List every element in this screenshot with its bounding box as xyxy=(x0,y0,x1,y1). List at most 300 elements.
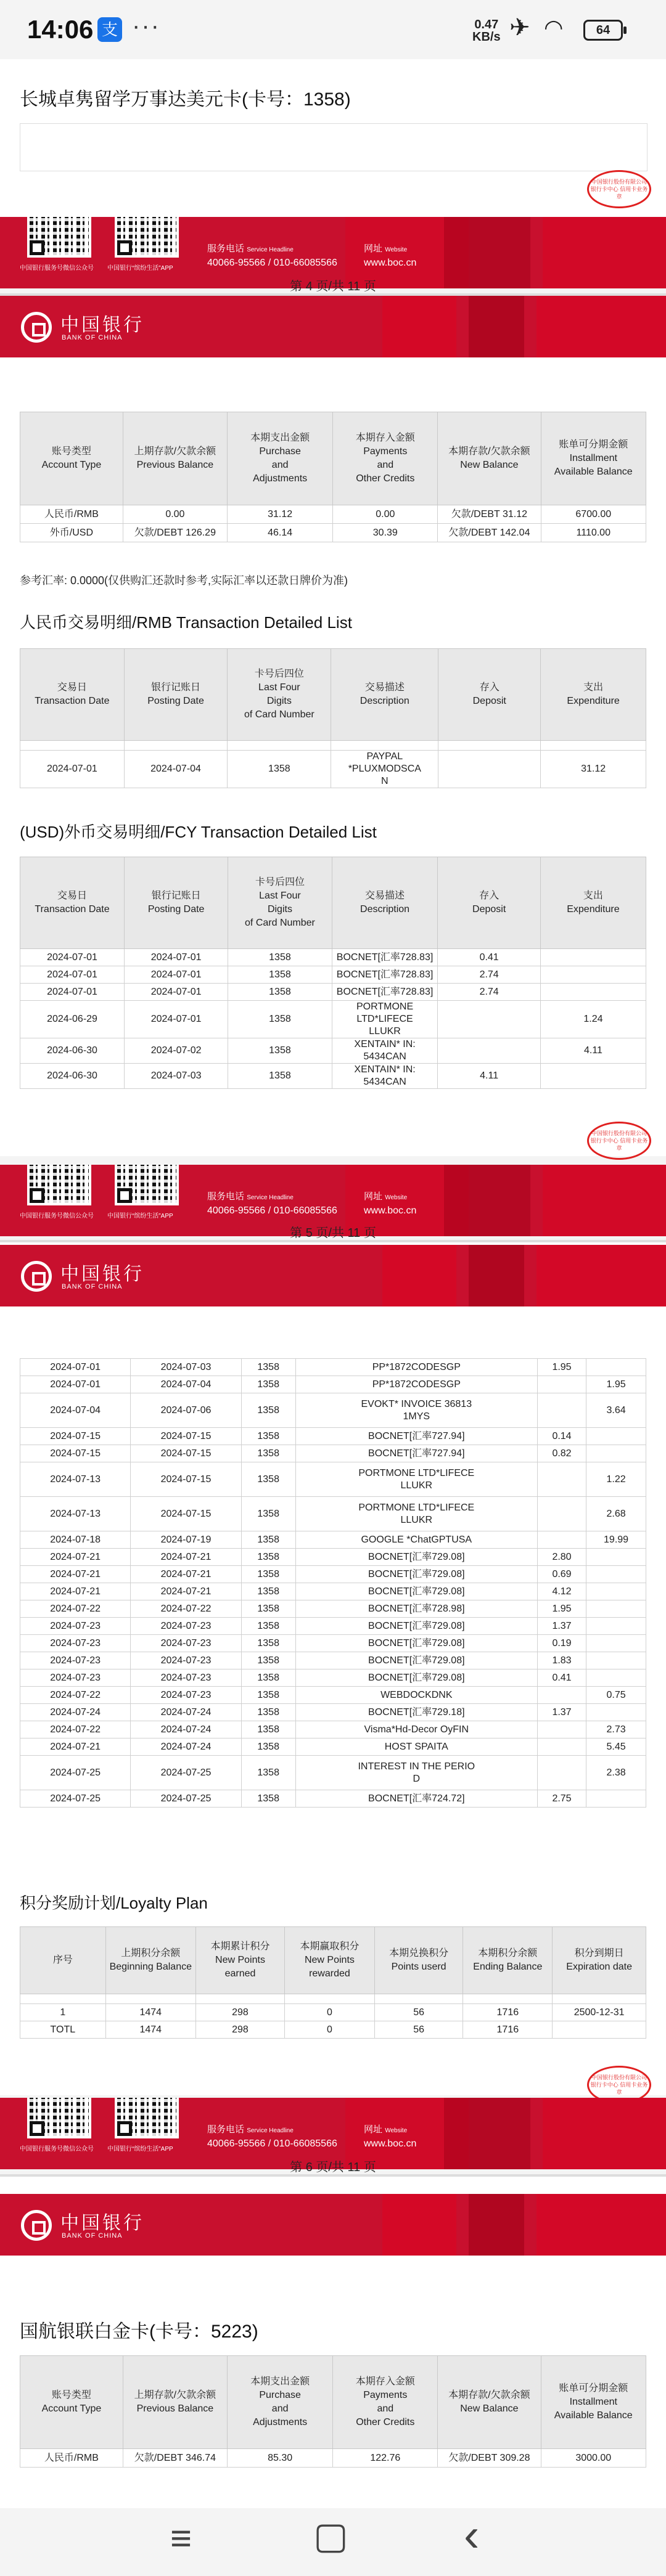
table-cell: 2024-07-21 xyxy=(20,1566,131,1583)
table-cell: 2024-06-30 xyxy=(20,1064,125,1089)
table-row xyxy=(20,1790,646,1808)
table-row xyxy=(20,2021,646,2039)
column-header: 存入 Deposit xyxy=(438,857,540,949)
table-cell: XENTAIN* IN: 5434CAN xyxy=(332,1064,438,1089)
table-cell xyxy=(586,1445,646,1462)
table-cell: 1.95 xyxy=(586,1376,646,1393)
table-cell: 1358 xyxy=(241,1445,295,1462)
table-cell: 1358 xyxy=(241,1428,295,1445)
table-cell: 0.41 xyxy=(537,1669,586,1687)
table-cell: 122.76 xyxy=(333,2449,438,2468)
table-cell: 2024-07-15 xyxy=(131,1445,241,1462)
table-cell xyxy=(537,1687,586,1704)
table-cell: 2.75 xyxy=(537,1790,586,1808)
table-cell: WEBDOCKDNK xyxy=(295,1687,537,1704)
table-cell: 30.39 xyxy=(333,524,438,542)
table-cell: 2024-07-23 xyxy=(20,1635,131,1652)
empty-panel xyxy=(20,123,648,171)
column-header: 交易描述 Description xyxy=(331,649,438,741)
table-cell: 2024-07-22 xyxy=(20,1721,131,1738)
table-cell: 2024-07-22 xyxy=(131,1600,241,1618)
service-label: 服务电话 Service Headline xyxy=(207,243,294,254)
table-row xyxy=(20,984,646,1001)
table-cell: 2024-07-24 xyxy=(131,1721,241,1738)
table-header-row xyxy=(20,2356,646,2449)
website-link[interactable]: www.boc.cn xyxy=(364,1205,417,1216)
rmb-transactions-table xyxy=(20,648,646,788)
column-header: 账单可分期金额 Installment Available Balance xyxy=(541,2356,646,2449)
table-cell: 2024-07-21 xyxy=(20,1738,131,1756)
table-cell: 1.83 xyxy=(537,1652,586,1669)
table-cell: 1110.00 xyxy=(541,524,646,542)
column-header: 卡号后四位 Last Four Digits of Card Number xyxy=(228,857,332,949)
battery-icon: 64 xyxy=(583,20,623,41)
table-cell: 1358 xyxy=(241,1583,295,1600)
table-cell xyxy=(540,966,646,984)
page-7 xyxy=(0,2177,666,2508)
table-row xyxy=(20,1600,646,1618)
table-cell: 2024-07-04 xyxy=(20,1393,131,1428)
bank-header xyxy=(0,1245,666,1306)
column-header: 本期存款/欠款余额 New Balance xyxy=(438,2356,541,2449)
table-cell: 0.14 xyxy=(537,1428,586,1445)
qr-caption: 中国银行“缤纷生活”APP xyxy=(107,265,173,272)
boc-logo-icon xyxy=(21,2210,52,2241)
column-header: 上期存款/欠款余额 Previous Balance xyxy=(123,2356,227,2449)
account-summary-table xyxy=(20,2355,646,2468)
table-cell xyxy=(537,1756,586,1790)
table-cell: 85.30 xyxy=(227,2449,332,2468)
table-cell: 31.12 xyxy=(541,751,646,788)
table-row xyxy=(20,1445,646,1462)
table-cell xyxy=(586,1652,646,1669)
table-cell: 298 xyxy=(195,2004,284,2021)
service-phone[interactable]: 40066-95566 / 010-66085566 xyxy=(207,2138,337,2149)
column-header: 账号类型 Account Type xyxy=(20,412,123,505)
table-cell: 0 xyxy=(285,2021,375,2039)
table-cell xyxy=(586,1618,646,1635)
table-cell: 2024-07-03 xyxy=(125,1064,228,1089)
qr-code xyxy=(115,1165,179,1205)
table-cell: 2024-07-15 xyxy=(131,1428,241,1445)
table-cell: 298 xyxy=(195,2021,284,2039)
table-row xyxy=(20,1721,646,1738)
table-cell: 人民币/RMB xyxy=(20,2449,123,2468)
table-cell: 1358 xyxy=(241,1462,295,1497)
table-cell: XENTAIN* IN: 5434CAN xyxy=(332,1038,438,1064)
column-header: 本期支出金额 Purchase and Adjustments xyxy=(227,2356,332,2449)
table-cell: BOCNET[汇率724.72] xyxy=(295,1790,537,1808)
table-cell: 2024-07-15 xyxy=(131,1497,241,1531)
column-header: 本期存入金额 Payments and Other Credits xyxy=(333,412,438,505)
table-cell xyxy=(537,1721,586,1738)
table-cell: 人民币/RMB xyxy=(20,505,123,524)
table-cell: 0.69 xyxy=(537,1566,586,1583)
column-header: 交易日 Transaction Date xyxy=(20,857,125,949)
table-row xyxy=(20,1038,646,1064)
column-header: 支出 Expenditure xyxy=(540,857,646,949)
table-row xyxy=(20,1635,646,1652)
table-cell: 1358 xyxy=(241,1669,295,1687)
table-cell: 2024-07-18 xyxy=(20,1531,131,1549)
table-cell: 1358 xyxy=(241,1376,295,1393)
table-cell: BOCNET[汇率729.08] xyxy=(295,1618,537,1635)
table-cell xyxy=(537,1497,586,1531)
table-cell xyxy=(540,1064,646,1089)
table-cell: 欠款/DEBT 142.04 xyxy=(438,524,541,542)
qr-code xyxy=(27,1165,91,1205)
table-cell: PP*1872CODESGP xyxy=(295,1359,537,1376)
table-cell: 2024-07-25 xyxy=(20,1790,131,1808)
bank-header xyxy=(0,296,666,357)
table-row xyxy=(20,2449,646,2468)
table-cell: 1358 xyxy=(241,1756,295,1790)
table-cell: 1358 xyxy=(241,1790,295,1808)
table-row xyxy=(20,1687,646,1704)
table-cell: 2024-07-21 xyxy=(20,1583,131,1600)
bank-name-cn: 中国银行 xyxy=(60,314,144,336)
website-label: 网址 Website xyxy=(364,243,408,254)
table-row xyxy=(20,1393,646,1428)
table-cell: 1358 xyxy=(241,1704,295,1721)
page-6 xyxy=(0,1242,666,2095)
table-header-row xyxy=(20,857,646,949)
column-header: 本期存入金额 Payments and Other Credits xyxy=(333,2356,438,2449)
table-cell: 2024-07-23 xyxy=(20,1618,131,1635)
table-cell: 2024-07-21 xyxy=(131,1549,241,1566)
website-label: 网址 Website xyxy=(364,2124,408,2135)
bank-name-cn: 中国银行 xyxy=(60,2212,144,2234)
page-number: 第 4 页/共 11 页 xyxy=(290,280,376,293)
website-link[interactable]: www.boc.cn xyxy=(364,2138,417,2149)
table-cell: BOCNET[汇率728.83] xyxy=(332,949,438,966)
back-icon[interactable]: ‹ xyxy=(464,2509,480,2561)
table-cell: 2024-07-22 xyxy=(20,1600,131,1618)
table-cell: 1358 xyxy=(241,1566,295,1583)
table-cell: 2024-07-25 xyxy=(131,1790,241,1808)
table-cell: 2024-07-01 xyxy=(125,1001,228,1038)
table-cell: 欠款/DEBT 31.12 xyxy=(438,505,541,524)
table-row xyxy=(20,966,646,984)
column-header: 本期积分余额 Ending Balance xyxy=(463,1927,553,1994)
table-cell: 0.00 xyxy=(333,505,438,524)
qr-caption: 中国银行“缤纷生活”APP xyxy=(107,1213,173,1220)
table-cell: 2024-07-25 xyxy=(131,1756,241,1790)
table-cell xyxy=(540,984,646,1001)
card-section-title: 国航银联白金卡(卡号：5223) xyxy=(20,2321,258,2342)
column-header: 交易描述 Description xyxy=(332,857,438,949)
status-time: 14:06 xyxy=(27,15,94,44)
table-cell xyxy=(537,1376,586,1393)
bank-stamp: 中国银行股份有限公司 银行卡中心 信用卡业务章 xyxy=(587,1122,651,1160)
table-row xyxy=(20,1704,646,1721)
table-cell: 1 xyxy=(20,2004,106,2021)
menu-icon[interactable]: ≡ xyxy=(170,2517,192,2559)
table-cell: 2024-07-24 xyxy=(131,1738,241,1756)
table-cell: 2024-07-21 xyxy=(20,1549,131,1566)
qr-caption: 中国银行服务号微信公众号 xyxy=(20,265,94,272)
column-header: 银行记账日 Posting Date xyxy=(125,857,228,949)
table-cell: 2024-07-23 xyxy=(131,1652,241,1669)
table-cell: 2024-07-01 xyxy=(20,966,125,984)
table-cell: 6700.00 xyxy=(541,505,646,524)
table-row xyxy=(20,1618,646,1635)
table-cell: 2024-07-01 xyxy=(20,984,125,1001)
boc-logo-icon xyxy=(21,1261,52,1292)
table-cell: 1.95 xyxy=(537,1359,586,1376)
column-header: 本期兑换积分 Points userd xyxy=(374,1927,463,1994)
table-cell xyxy=(540,949,646,966)
table-header-row xyxy=(20,649,646,741)
table-cell xyxy=(438,751,541,788)
table-cell: 2024-07-02 xyxy=(125,1038,228,1064)
table-cell: INTEREST IN THE PERIO D xyxy=(295,1756,537,1790)
table-cell xyxy=(553,2021,646,2039)
table-cell: 1.24 xyxy=(540,1001,646,1038)
table-cell xyxy=(537,1738,586,1756)
table-cell: 1358 xyxy=(228,1001,332,1038)
fcy-transactions-title: (USD)外币交易明细/FCY Transaction Detailed List xyxy=(20,823,377,841)
bank-stamp: 中国银行股份有限公司 银行卡中心 信用卡业务章 xyxy=(587,170,651,208)
website-link[interactable]: www.boc.cn xyxy=(364,258,417,268)
table-cell: 2024-07-15 xyxy=(20,1445,131,1462)
table-cell: 3000.00 xyxy=(541,2449,646,2468)
bank-name-en: BANK OF CHINA xyxy=(62,2232,123,2240)
table-cell: 2024-07-01 xyxy=(20,1359,131,1376)
table-cell: 2024-07-01 xyxy=(125,984,228,1001)
table-cell xyxy=(586,1583,646,1600)
table-cell: 1358 xyxy=(228,984,332,1001)
table-cell: 5.45 xyxy=(586,1738,646,1756)
table-cell xyxy=(537,1462,586,1497)
qr-caption: 中国银行服务号微信公众号 xyxy=(20,1213,94,1220)
column-header: 本期存款/欠款余额 New Balance xyxy=(438,412,541,505)
bank-stamp: 中国银行股份有限公司 银行卡中心 信用卡业务章 xyxy=(587,2066,651,2104)
column-header: 银行记账日 Posting Date xyxy=(124,649,228,741)
table-row xyxy=(20,1428,646,1445)
table-cell: 2024-07-23 xyxy=(20,1669,131,1687)
column-header: 交易日 Transaction Date xyxy=(20,649,125,741)
table-cell: 2024-07-21 xyxy=(131,1566,241,1583)
table-cell xyxy=(438,1001,540,1038)
service-phone[interactable]: 40066-95566 / 010-66085566 xyxy=(207,1205,337,1216)
table-cell: BOCNET[汇率727.94] xyxy=(295,1428,537,1445)
card-section-title: 长城卓隽留学万事达美元卡(卡号：1358) xyxy=(20,89,351,110)
table-cell: 欠款/DEBT 346.74 xyxy=(123,2449,227,2468)
table-cell: 1358 xyxy=(241,1721,295,1738)
service-phone[interactable]: 40066-95566 / 010-66085566 xyxy=(207,258,337,268)
table-row xyxy=(20,505,646,524)
table-cell: 2024-07-04 xyxy=(131,1376,241,1393)
table-cell: PORTMONE LTD*LIFECE LLUKR xyxy=(295,1462,537,1497)
column-header: 卡号后四位 Last Four Digits of Card Number xyxy=(228,649,331,741)
navigation-bar xyxy=(0,2508,666,2576)
table-cell: 2024-07-21 xyxy=(131,1583,241,1600)
loyalty-plan-table xyxy=(20,1926,646,2039)
table-cell: 2024-07-01 xyxy=(20,751,125,788)
table-cell: 2.38 xyxy=(586,1756,646,1790)
table-cell: TOTL xyxy=(20,2021,106,2039)
table-cell: BOCNET[汇率729.08] xyxy=(295,1583,537,1600)
table-cell: 1358 xyxy=(241,1635,295,1652)
table-cell: PAYPAL *PLUXMODSCA N xyxy=(331,751,438,788)
table-cell: 56 xyxy=(374,2004,463,2021)
table-cell: 2.73 xyxy=(586,1721,646,1738)
table-cell: 2024-07-01 xyxy=(125,966,228,984)
wifi-icon: ◠ xyxy=(544,15,564,40)
page-number: 第 6 页/共 11 页 xyxy=(290,2161,376,2174)
exchange-rate-note: 参考汇率: 0.0000(仅供购汇还款时参考,实际汇率以还款日牌价为准) xyxy=(20,574,348,587)
column-header: 账单可分期金额 Installment Available Balance xyxy=(541,412,646,505)
table-row xyxy=(20,2004,646,2021)
table-cell: 4.11 xyxy=(540,1038,646,1064)
rmb-transactions-title: 人民币交易明细/RMB Transaction Detailed List xyxy=(20,613,352,632)
table-cell: 46.14 xyxy=(227,524,332,542)
table-cell: 1358 xyxy=(241,1738,295,1756)
table-cell: 0.19 xyxy=(537,1635,586,1652)
bank-name-en: BANK OF CHINA xyxy=(62,1283,123,1290)
table-cell: 2024-07-13 xyxy=(20,1497,131,1531)
table-cell: 31.12 xyxy=(227,505,332,524)
table-cell xyxy=(586,1549,646,1566)
table-row xyxy=(20,1756,646,1790)
table-cell: 1358 xyxy=(228,1038,332,1064)
table-cell: 2024-07-25 xyxy=(20,1756,131,1790)
column-header: 本期赢取积分 New Points rewarded xyxy=(285,1927,375,1994)
table-header-row xyxy=(20,412,646,505)
table-cell xyxy=(586,1428,646,1445)
table-cell: 2.74 xyxy=(438,984,540,1001)
table-cell: 2024-07-03 xyxy=(131,1359,241,1376)
table-cell: 1358 xyxy=(228,751,331,788)
table-cell: 2.74 xyxy=(438,966,540,984)
table-cell: EVOKT* INVOICE 36813 1MYS xyxy=(295,1393,537,1428)
service-label: 服务电话 Service Headline xyxy=(207,2124,294,2135)
status-bar xyxy=(0,0,666,59)
page-number: 第 5 页/共 11 页 xyxy=(290,1226,376,1240)
table-cell: 1474 xyxy=(105,2004,195,2021)
table-cell: 2024-07-23 xyxy=(131,1669,241,1687)
table-cell: 1358 xyxy=(228,949,332,966)
table-cell xyxy=(586,1566,646,1583)
table-row xyxy=(20,1583,646,1600)
loyalty-plan-title: 积分奖励计划/Loyalty Plan xyxy=(20,1894,208,1912)
table-cell: 56 xyxy=(374,2021,463,2039)
table-cell: BOCNET[汇率729.08] xyxy=(295,1669,537,1687)
table-cell: 2024-07-23 xyxy=(131,1618,241,1635)
table-row xyxy=(20,1549,646,1566)
qr-caption: 中国银行“缤纷生活”APP xyxy=(107,2146,173,2153)
table-cell: 2500-12-31 xyxy=(553,2004,646,2021)
table-cell: 1716 xyxy=(463,2021,553,2039)
table-cell: BOCNET[汇率728.83] xyxy=(332,984,438,1001)
table-cell xyxy=(438,1038,540,1064)
table-cell: 2024-07-01 xyxy=(20,949,125,966)
table-cell: 2024-07-19 xyxy=(131,1531,241,1549)
fcy-transactions-table xyxy=(20,857,646,1089)
fcy-transactions-table-continued xyxy=(20,1358,646,1808)
table-cell: 1358 xyxy=(228,966,332,984)
table-cell: 0.41 xyxy=(438,949,540,966)
table-cell: 2.68 xyxy=(586,1497,646,1531)
table-row xyxy=(20,1566,646,1583)
table-cell: 1474 xyxy=(105,2021,195,2039)
network-speed: 0.47 KB/s xyxy=(472,18,501,44)
column-header: 支出 Expenditure xyxy=(541,649,646,741)
bank-header xyxy=(0,2194,666,2256)
qr-code xyxy=(27,217,91,258)
home-icon[interactable]: ▢ xyxy=(313,2515,348,2556)
alipay-icon: 支 xyxy=(97,17,122,42)
table-cell: 2024-07-01 xyxy=(20,1376,131,1393)
bank-name-cn: 中国银行 xyxy=(60,1263,144,1285)
table-cell: 1.37 xyxy=(537,1704,586,1721)
table-cell xyxy=(586,1635,646,1652)
table-cell: PORTMONE LTD*LIFECE LLUKR xyxy=(332,1001,438,1038)
qr-code xyxy=(27,2098,91,2138)
table-cell xyxy=(537,1531,586,1549)
table-cell: 0.82 xyxy=(537,1445,586,1462)
table-cell: 2.80 xyxy=(537,1549,586,1566)
account-summary-table xyxy=(20,412,646,542)
table-cell: 1358 xyxy=(241,1549,295,1566)
table-cell: 1358 xyxy=(241,1652,295,1669)
table-row xyxy=(20,949,646,966)
table-cell: 2024-07-15 xyxy=(131,1462,241,1497)
table-cell: 1358 xyxy=(241,1600,295,1618)
airplane-mode-icon: ✈ xyxy=(509,14,530,41)
table-cell: 1358 xyxy=(241,1359,295,1376)
table-cell: 2024-07-24 xyxy=(131,1704,241,1721)
column-header: 序号 xyxy=(20,1927,106,1994)
table-cell: BOCNET[汇率728.98] xyxy=(295,1600,537,1618)
page-5 xyxy=(0,296,666,1156)
qr-code xyxy=(115,217,179,258)
column-header: 本期支出金额 Purchase and Adjustments xyxy=(227,412,332,505)
table-cell: 1358 xyxy=(241,1531,295,1549)
bank-name-en: BANK OF CHINA xyxy=(62,334,123,341)
table-cell: 19.99 xyxy=(586,1531,646,1549)
table-cell: 1716 xyxy=(463,2004,553,2021)
table-cell: 0 xyxy=(285,2004,375,2021)
table-cell: 1358 xyxy=(241,1393,295,1428)
column-header: 账号类型 Account Type xyxy=(20,2356,123,2449)
table-cell: 4.12 xyxy=(537,1583,586,1600)
column-header: 积分到期日 Expiration date xyxy=(553,1927,646,1994)
table-cell: BOCNET[汇率729.08] xyxy=(295,1566,537,1583)
table-cell xyxy=(537,1393,586,1428)
table-cell: 2024-07-13 xyxy=(20,1462,131,1497)
boc-logo-icon xyxy=(21,312,52,343)
table-row xyxy=(20,1462,646,1497)
table-row xyxy=(20,1738,646,1756)
table-row xyxy=(20,1001,646,1038)
table-row xyxy=(20,751,646,788)
table-cell: 1358 xyxy=(241,1687,295,1704)
service-label: 服务电话 Service Headline xyxy=(207,1191,294,1202)
table-row xyxy=(20,1669,646,1687)
table-cell: 3.64 xyxy=(586,1393,646,1428)
table-cell: 1.22 xyxy=(586,1462,646,1497)
table-cell xyxy=(586,1600,646,1618)
table-cell: 外币/USD xyxy=(20,524,123,542)
table-cell: 0.75 xyxy=(586,1687,646,1704)
table-cell: PP*1872CODESGP xyxy=(295,1376,537,1393)
table-row xyxy=(20,524,646,542)
table-cell: 1.95 xyxy=(537,1600,586,1618)
table-cell: 2024-07-23 xyxy=(131,1635,241,1652)
table-cell: BOCNET[汇率729.08] xyxy=(295,1635,537,1652)
